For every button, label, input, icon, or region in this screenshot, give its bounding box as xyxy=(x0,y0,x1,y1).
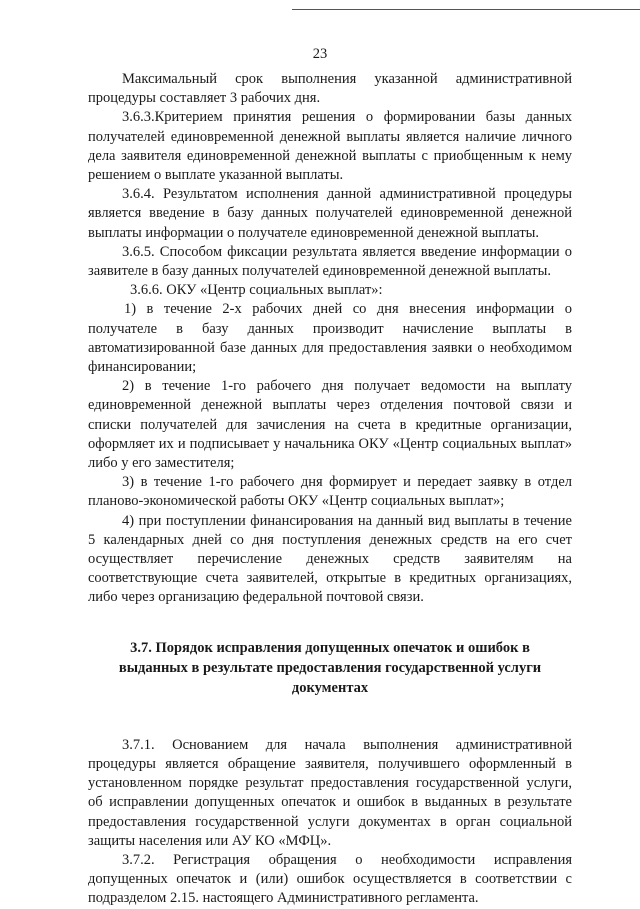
list-item: 1) в течение 2-х рабочих дней со дня внесения информации о получателе в базу данных производит начисление выплаты в автоматизированной базе данных для предоставления заявки о необходимом финансировании; xyxy=(88,301,572,376)
paragraph: 3.7.2. Регистрация обращения о необходимости исправления допущенных опечаток и (или) ошибок осуществляется в соответствии с подразделом 2.15. настоящего Административного регламента. xyxy=(88,851,572,907)
paragraph: 3.6.6. ОКУ «Центр социальных выплат»: xyxy=(130,282,383,299)
top-border-line xyxy=(292,9,640,10)
list-item: 3) в течение 1-го рабочего дня формирует и передает заявку в отдел планово-экономической работы ОКУ «Центр социальных выплат»; xyxy=(88,474,572,510)
paragraph: Максимальный срок выполнения указанной административной процедуры составляет 3 рабочих дня. xyxy=(88,71,572,107)
paragraph: 3.6.4. Результатом исполнения данной административной процедуры является введение в базу данных получателей единовременной денежной выплаты информации о получателе единовременной денежной выплаты. xyxy=(88,186,572,241)
list-item: 2) в течение 1-го рабочего дня получает ведомости на выплату единовременной денежной выплаты через отделения почтовой связи и списки получателей для зачисления на счета в кредитные организации, оформляет их и подписывает у начальника ОКУ «Центр социальных выплат» либо у его заместителя; xyxy=(88,378,572,472)
paragraph: 3.6.5. Способом фиксации результата является введение информации о заявителе в базу данных получателей единовременной денежной выплаты. xyxy=(88,243,572,280)
heading-line: выданных в результате предоставления государственной услуги xyxy=(118,659,542,676)
paragraph: 3.6.3.Критерием принятия решения о формировании базы данных получателей единовременной денежной выплаты является наличие личного дела заявителя единовременной денежной выплаты с приобщенным к нему решением о выплате указанной выплаты. xyxy=(88,109,572,184)
page-number: 23 xyxy=(312,46,328,62)
paragraph: 3.7.1. Основанием для начала выполнения административной процедуры является обращение заявителя, получившего оформленный в установленном порядке результат предоставления государственной услуги, об исправлении допущенных опечаток и ошибок в выданных в результате предоставления государственной услуги документах в орган социальной защиты населения или АУ КО «МФЦ». xyxy=(88,736,572,849)
list-item: 4) при поступлении финансирования на данный вид выплаты в течение 5 календарных дней со дня поступления денежных средств на его счет осуществляет перечисление денежных средств заявителям на соответствующие счета заявителей, открытые в кредитных организациях, либо через организацию федеральной почтовой связи. xyxy=(88,512,572,606)
heading-line: документах xyxy=(291,679,369,696)
heading-line: 3.7. Порядок исправления допущенных опечаток и ошибок в xyxy=(130,639,530,656)
document-body xyxy=(88,70,572,909)
section-heading xyxy=(88,638,572,698)
